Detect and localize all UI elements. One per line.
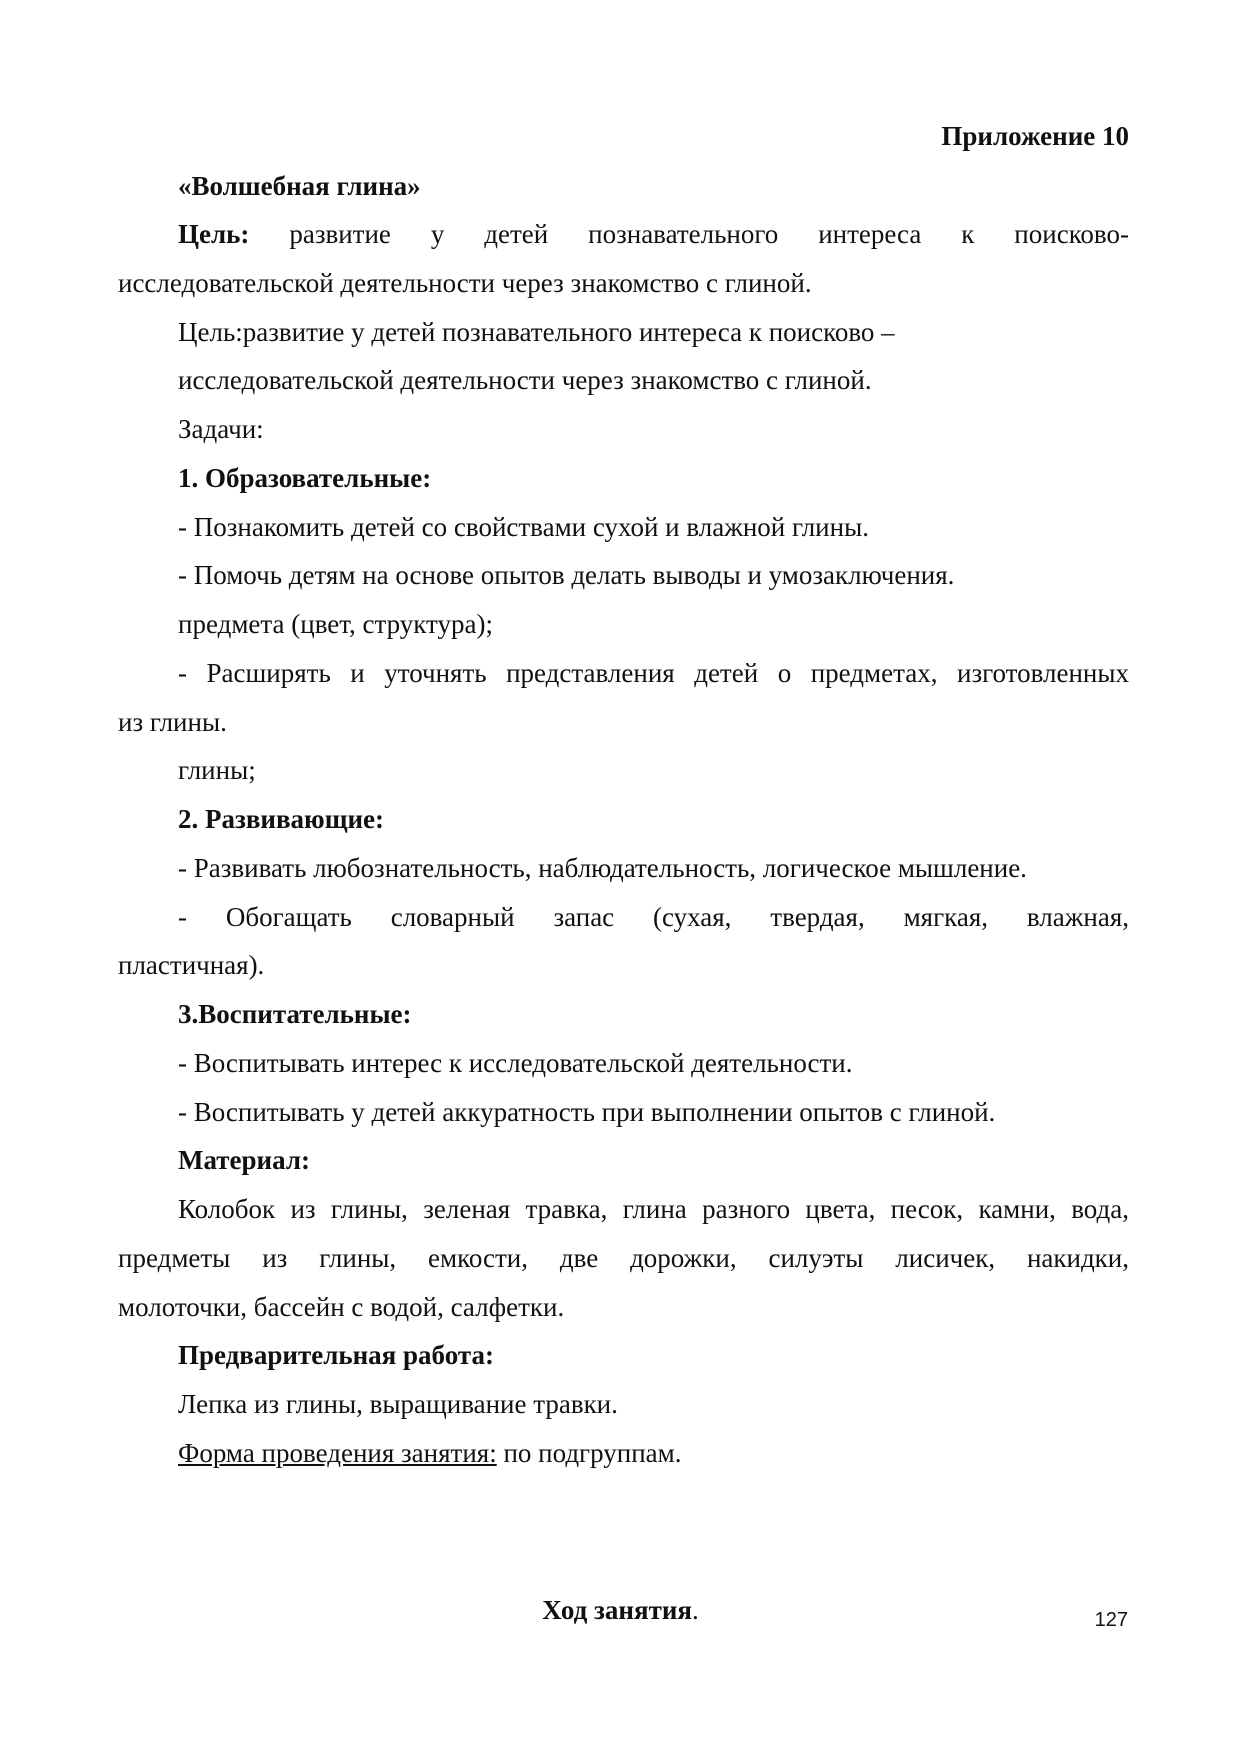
list-item: - Расширять и уточнять представления детей о предметах, изготовленных (178, 658, 1129, 688)
list-item: - Познакомить детей со свойствами сухой и влажной глины. (178, 512, 869, 542)
goal-repeat-line-2: исследовательской деятельности через знакомство с глиной. (178, 365, 872, 395)
lesson-title: «Волшебная глина» (178, 171, 421, 201)
list-item: - Развивать любознательность, наблюдательность, логическое мышление. (178, 853, 1027, 883)
section-developing-title: 2. Развивающие: (178, 804, 385, 834)
material-line-3: молоточки, бассейн с водой, салфетки. (118, 1292, 565, 1322)
section-educational-title: 1. Образовательные: (178, 463, 432, 493)
form-value: по подгруппам. (496, 1438, 682, 1468)
course-title: Ход занятия (542, 1595, 692, 1625)
prework-title: Предварительная работа: (178, 1340, 494, 1370)
list-item: - Воспитывать интерес к исследовательской деятельности. (178, 1048, 853, 1078)
list-item: - Обогащать словарный запас (сухая, твердая, мягкая, влажная, (178, 902, 1129, 932)
appendix-label: Приложение 10 (941, 121, 1129, 151)
course-period: . (692, 1595, 699, 1625)
text-fragment: предмета (цвет, структура); (178, 609, 493, 639)
course-heading (0, 1592, 1241, 1628)
material-line-2: предметы из глины, емкости, две дорожки, силуэты лисичек, накидки, (118, 1243, 1129, 1273)
list-item: - Помочь детям на основе опытов делать выводы и умозаключения. (178, 560, 955, 590)
prework-text: Лепка из глины, выращивание травки. (178, 1389, 618, 1419)
form-line (178, 1435, 682, 1471)
tasks-label: Задачи: (178, 414, 264, 444)
list-item-continuation: из глины. (118, 707, 227, 737)
material-line-1: Колобок из глины, зеленая травка, глина разного цвета, песок, камни, вода, (178, 1194, 1129, 1224)
text-fragment: глины; (178, 755, 256, 785)
form-label: Форма проведения занятия: (178, 1438, 497, 1468)
list-item: - Воспитывать у детей аккуратность при выполнении опытов с глиной. (178, 1097, 996, 1127)
list-item-continuation: пластичная). (118, 950, 265, 980)
goal-repeat-line-1: Цель:развитие у детей познавательного интереса к поисково – (178, 317, 895, 347)
goal-line-2: исследовательской деятельности через знакомство с глиной. (118, 268, 812, 298)
material-title: Материал: (178, 1145, 310, 1175)
page-number: 127 (1094, 1609, 1128, 1631)
goal-label: Цель: (178, 219, 250, 249)
goal-text: развитие у детей познавательного интереса к поисково- (249, 219, 1129, 249)
section-educative-title: 3.Воспитательные: (178, 999, 412, 1029)
goal-line-1 (178, 216, 1129, 252)
